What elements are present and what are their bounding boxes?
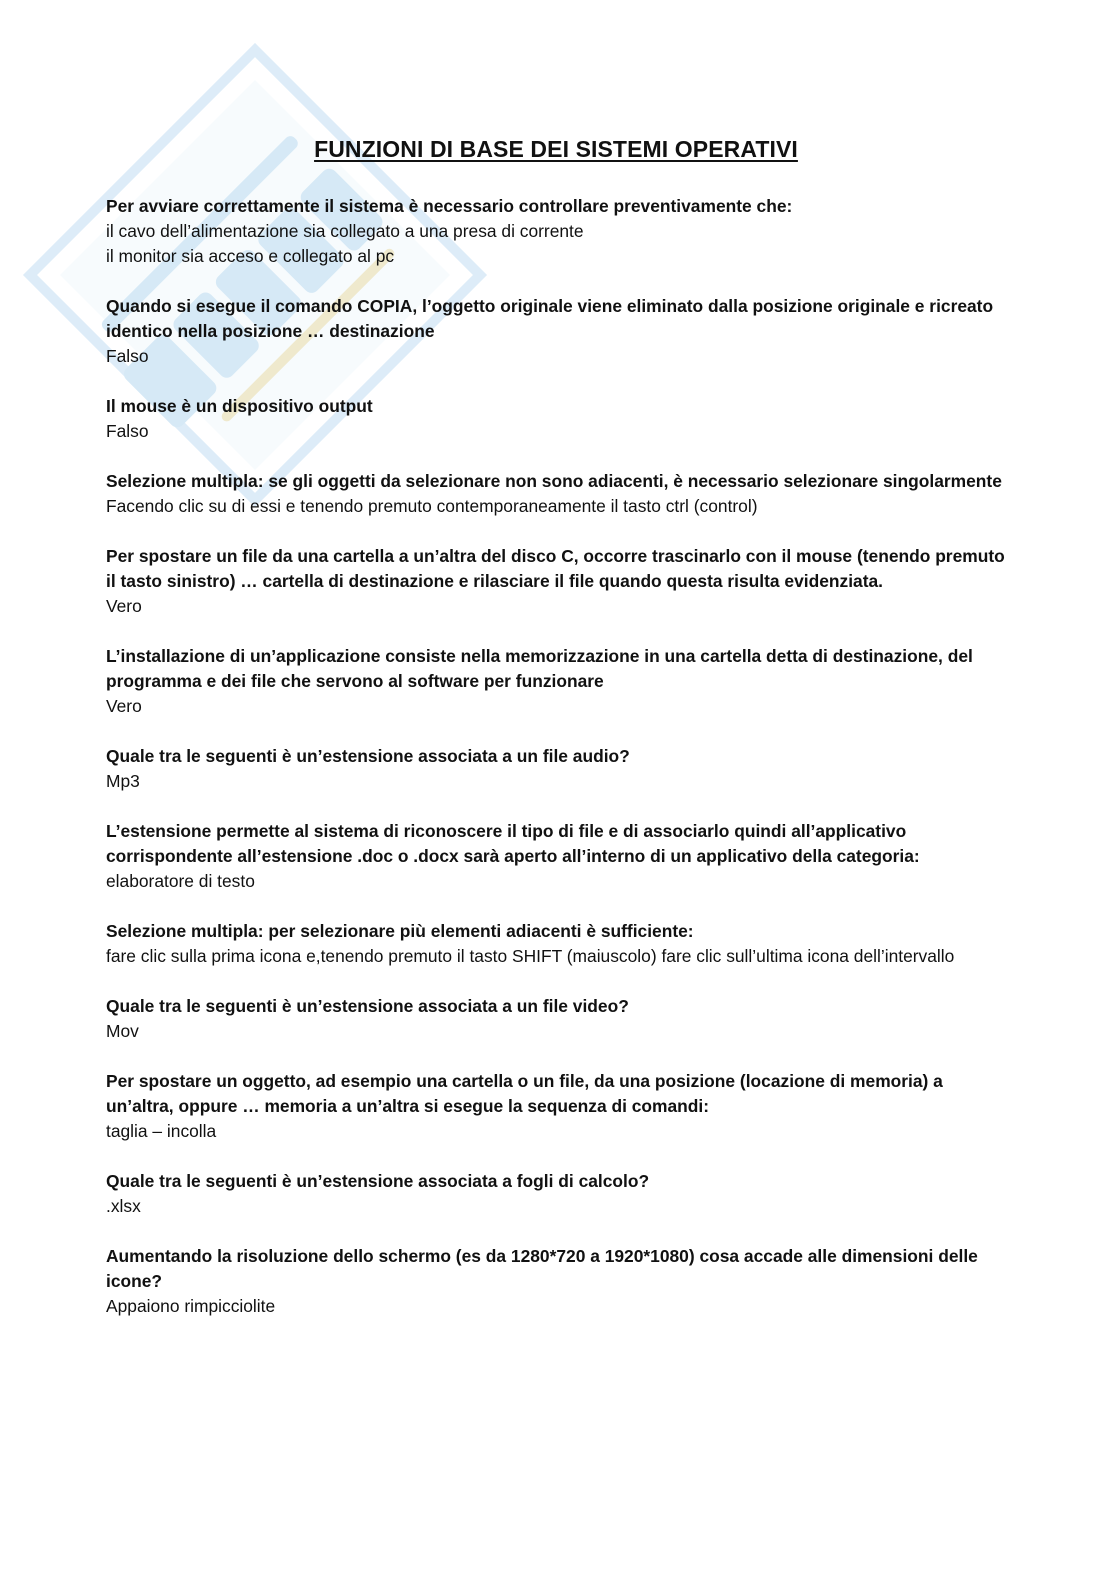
- answer-text: Vero: [106, 596, 142, 616]
- question-text: Per spostare un file da una cartella a un’altra del disco C, occorre trascinarlo con il mouse (tenendo premuto il tasto sinistro) … cartella di destinazione e rilasciare il file quando questa risulta evidenziata.: [106, 546, 1005, 591]
- qa-item: [106, 819, 1006, 894]
- qa-item: [106, 394, 1006, 444]
- answer-text: elaboratore di testo: [106, 871, 255, 891]
- qa-item: [106, 544, 1006, 619]
- question-text: Aumentando la risoluzione dello schermo (es da 1280*720 a 1920*1080) cosa accade alle dimensioni delle icone?: [106, 1246, 978, 1291]
- question-text: Quando si esegue il comando COPIA, l’oggetto originale viene eliminato dalla posizione originale e ricreato identico nella posizione … destinazione: [106, 296, 994, 341]
- qa-item: [106, 1169, 1006, 1219]
- qa-item: [106, 644, 1006, 719]
- qa-list: [106, 194, 1006, 1344]
- answer-text: il cavo dell’alimentazione sia collegato a una presa di corrente: [106, 221, 584, 241]
- answer-text: Mp3: [106, 771, 140, 791]
- answer-text: Facendo clic su di essi e tenendo premuto contemporaneamente il tasto ctrl (control): [106, 496, 758, 516]
- qa-item: [106, 744, 1006, 794]
- answer-text: il monitor sia acceso e collegato al pc: [106, 246, 395, 266]
- qa-item: [106, 1069, 1006, 1144]
- question-text: Selezione multipla: per selezionare più elementi adiacenti è sufficiente:: [106, 921, 694, 941]
- qa-item: [106, 469, 1006, 519]
- question-text: Per avviare correttamente il sistema è necessario controllare preventivamente che:: [106, 196, 793, 216]
- answer-text: Falso: [106, 421, 149, 441]
- qa-item: [106, 994, 1006, 1044]
- answer-text: Vero: [106, 696, 142, 716]
- qa-item: [106, 194, 1006, 269]
- document-title: FUNZIONI DI BASE DEI SISTEMI OPERATIVI: [314, 136, 798, 162]
- qa-item: [106, 294, 1006, 369]
- question-text: L’installazione di un’applicazione consiste nella memorizzazione in una cartella detta di destinazione, del programma e dei file che servono al software per funzionare: [106, 646, 973, 691]
- question-text: Selezione multipla: se gli oggetti da selezionare non sono adiacenti, è necessario selezionare singolarmente: [106, 471, 1002, 491]
- question-text: Per spostare un oggetto, ad esempio una cartella o un file, da una posizione (locazione di memoria) a un’altra, oppure … memoria a un’altra si esegue la sequenza di comandi:: [106, 1071, 943, 1116]
- qa-item: [106, 1244, 1006, 1319]
- question-text: L’estensione permette al sistema di riconoscere il tipo di file e di associarlo quindi all’applicativo corrispondente all’estensione .doc o .docx sarà aperto all’interno di un applicativo della categoria:: [106, 821, 920, 866]
- question-text: Quale tra le seguenti è un’estensione associata a fogli di calcolo?: [106, 1171, 650, 1191]
- answer-text: Appaiono rimpicciolite: [106, 1296, 276, 1316]
- question-text: Quale tra le seguenti è un’estensione associata a un file video?: [106, 996, 629, 1016]
- answer-text: Mov: [106, 1021, 139, 1041]
- question-text: Quale tra le seguenti è un’estensione associata a un file audio?: [106, 746, 630, 766]
- answer-text: .xlsx: [106, 1196, 141, 1216]
- answer-text: Falso: [106, 346, 149, 366]
- answer-text: taglia – incolla: [106, 1121, 217, 1141]
- question-text: Il mouse è un dispositivo output: [106, 396, 373, 416]
- answer-text: fare clic sulla prima icona e,tenendo premuto il tasto SHIFT (maiuscolo) fare clic sull’ultima icona dell’intervallo: [106, 946, 955, 966]
- qa-item: [106, 919, 1006, 969]
